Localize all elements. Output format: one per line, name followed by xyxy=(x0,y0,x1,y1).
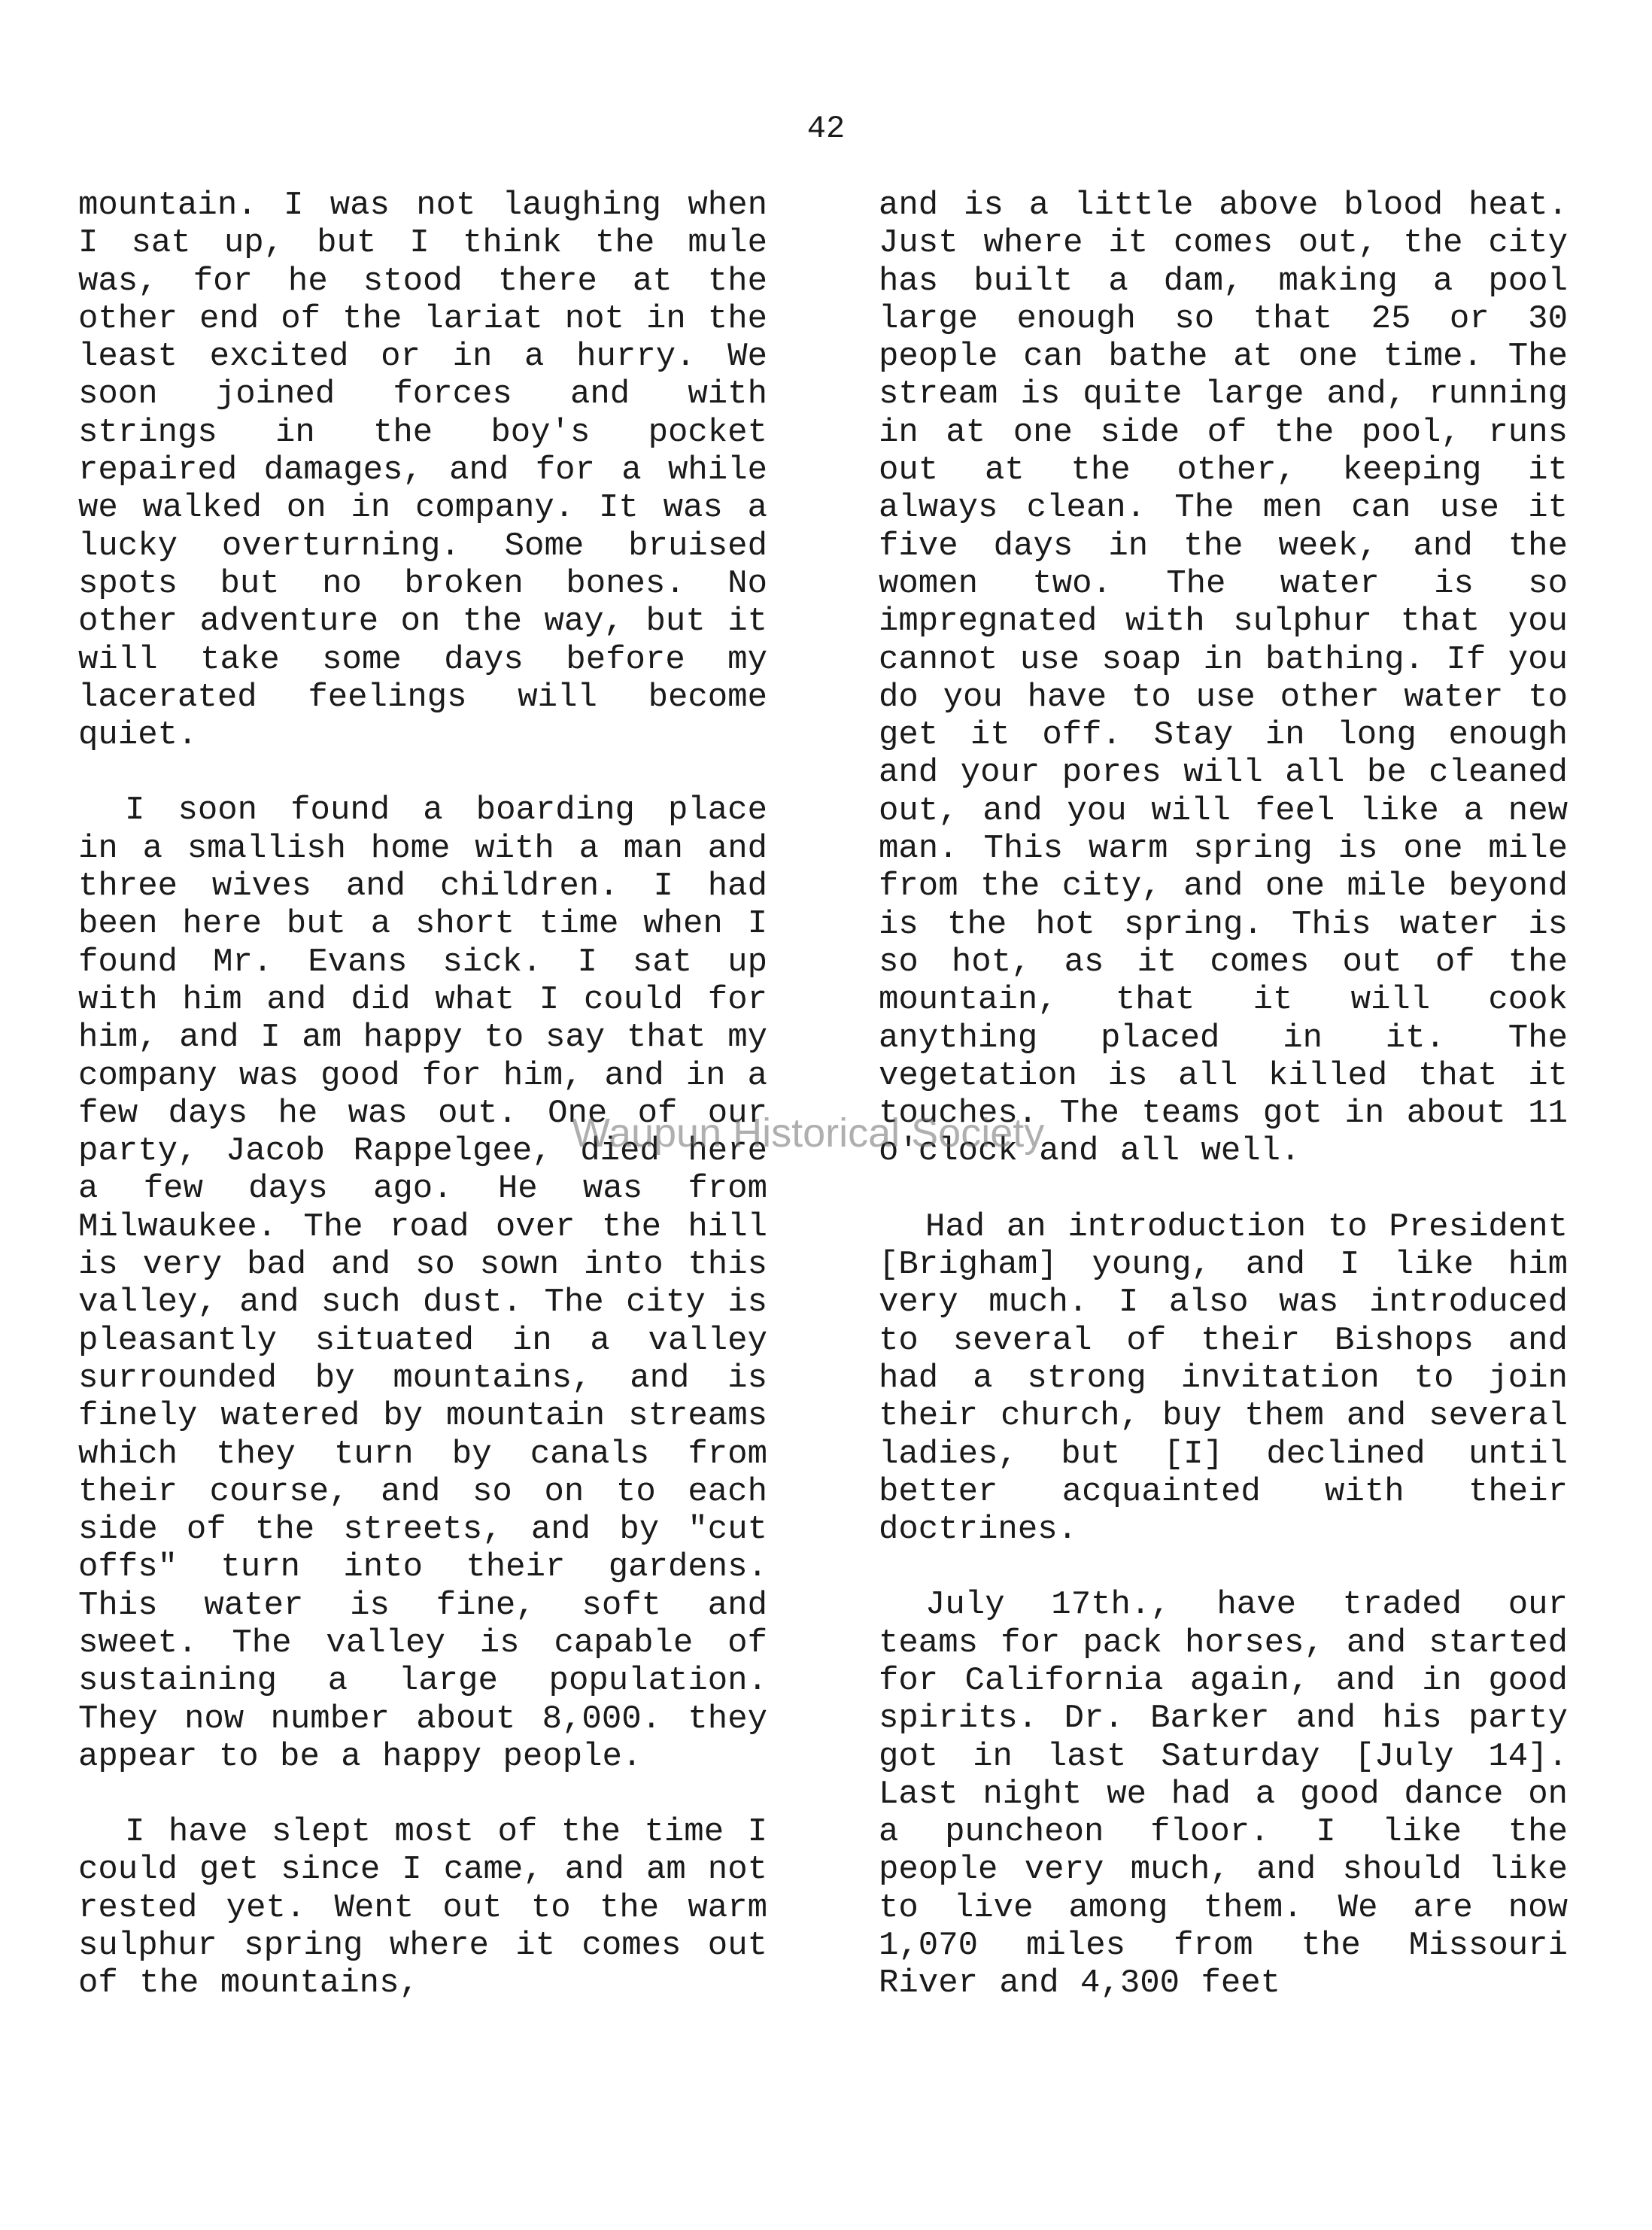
paragraph: I soon found a boarding place in a smallish home with a man and three wives and children. I had been here but a short time when I found Mr. Evans sick. I sat up with him and did what I could for him, and I am happy to say that my company was good for him, and in a few days he was out. One of our party, Jacob Rappelgee, died here a few days ago. He was from Milwaukee. The road over the hill is very bad and so sown into this valley, and such dust. The city is pleasantly situated in a valley surrounded by mountains, and is finely watered by mountain streams which they turn by canals from their course, and so on to each side of the streets, and by "cut offs" turn into their gardens. This water is fine, soft and sweet. The valley is capable of sustaining a large population. They now number about 8,000. they appear to be a happy people. xyxy=(78,791,767,1776)
paragraph: I have slept most of the time I could get since I came, and am not rested yet. Went out to the warm sulphur spring where it comes out of the mountains, xyxy=(78,1813,767,2003)
left-column xyxy=(78,187,767,2003)
page-number: 42 xyxy=(806,111,846,147)
paragraph: July 17th., have traded our teams for pack horses, and started for California again, and in good spirits. Dr. Barker and his party got in last Saturday [July 14]. Last night we had a good dance on a puncheon floor. I like the people very much, and should like to live among them. We are now 1,070 miles from the Missouri River and 4,300 feet xyxy=(879,1586,1568,2003)
paragraph: and is a little above blood heat. Just where it comes out, the city has built a dam, making a pool large enough so that 25 or 30 people can bathe at one time. The stream is quite large and, running in at one side of the pool, runs out at the other, keeping it always clean. The men can use it five days in the week, and the women two. The water is so impregnated with sulphur that you cannot use soap in bathing. If you do you have to use other water to get it off. Stay in long enough and your pores will all be cleaned out, and you will feel like a new man. This warm spring is one mile from the city, and one mile beyond is the hot spring. This water is so hot, as it comes out of the mountain, that it will cook anything placed in it. The vegetation is all killed that it touches. The teams got in about 11 o'clock and all well. xyxy=(879,187,1568,1171)
paragraph: mountain. I was not laughing when I sat up, but I think the mule was, for he stood there at the other end of the lariat not in the least excited or in a hurry. We soon joined forces and with strings in the boy's pocket repaired damages, and for a while we walked on in company. It was a lucky overturning. Some bruised spots but no broken bones. No other adventure on the way, but it will take some days before my lacerated feelings will become quiet. xyxy=(78,187,767,755)
right-column xyxy=(879,187,1568,2003)
watermark: Waupun Historical Society xyxy=(572,1110,1045,1156)
paragraph: Had an introduction to President [Brigham] young, and I like him very much. I also was introduced to several of their Bishops and had a strong invitation to join their church, buy them and several ladies, but [I] declined until better acquainted with their doctrines. xyxy=(879,1208,1568,1549)
